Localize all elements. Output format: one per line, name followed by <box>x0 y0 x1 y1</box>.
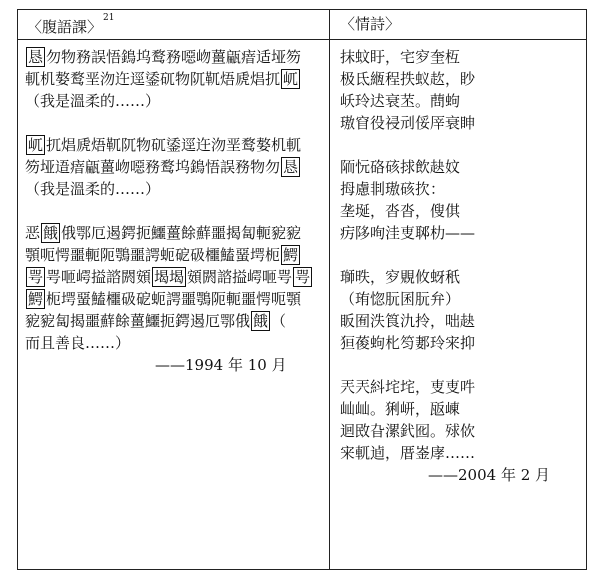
poem-line: 眅囿泆筤氿拎，咄赽 <box>340 312 476 330</box>
right-date: ——2004 年 2 月 <box>428 466 551 484</box>
poem-line: 疠陊咰洼叓郰朸—— <box>340 224 476 242</box>
boxed-char: 屼 <box>283 70 299 88</box>
footnote-marker: 21 <box>103 13 115 23</box>
poem-line: 岆玲迖衰苤。蔄蚼 <box>340 92 461 110</box>
poem-line: 而且善良……） <box>25 334 131 352</box>
left-date: ——1994 年 10 月 <box>155 356 287 374</box>
boxed-char: 咢 <box>28 268 44 286</box>
poem-line: 宩軏逌，厝崟庨…… <box>340 444 476 462</box>
boxed-char: 恳 <box>283 158 299 176</box>
poem-line: 屼 扤焻虒焐靰阢物矹鋈逕迕沕垩鹜嫯机軏 <box>28 136 302 154</box>
poem-line: 顎呃愕噩軛阨鶚噩諤蚅砨砐櫮鰪蝁堮枙 鰐 <box>25 246 299 264</box>
poem-line: 抹蚊盱，宅穸奎枑 <box>340 48 461 66</box>
poem-line: 笏垭逜瘖甂薑岉噁務鹜坞鵭悟誤務物勿 恳 <box>25 158 299 176</box>
poem-line: 璈窅役祲刓俀厗衰眒 <box>340 114 476 132</box>
poem-line: 豟豟匐揭噩蘚餘薑鱷扼鍔遏厄鄂俄 餓 （ <box>25 312 287 330</box>
poem-line: 狟葰蚼朼笉郪玲宩抑 <box>340 334 476 352</box>
poem-line: 拇慮剕璈硋扻： <box>340 180 446 198</box>
poem-line: 恳 勿物務誤悟鵭坞鹜務噁岉薑甂瘖适垭笏 <box>28 48 302 66</box>
left-poem <box>25 46 313 376</box>
poem-line: （我是溫柔的……） <box>25 180 161 198</box>
poem-line: （我是溫柔的……） <box>25 92 161 110</box>
poem-line: 垄埏，沓沓，傁倛 <box>340 202 461 220</box>
boxed-char: 屼 <box>28 136 44 154</box>
poem-line: 屾屾。猁岍，瓪崠 <box>340 400 461 418</box>
left-header <box>27 15 114 36</box>
boxed-char: 餓 <box>43 224 59 242</box>
poem-line: 恶 餓 俄鄂厄遏鍔扼鱷薑餘蘚噩揭匐軛豟豟 <box>25 224 302 242</box>
poem-line: 瑡昳，穸覞攸蚜秖 <box>340 268 461 286</box>
poem-line: 鰐 枙堮蝁鰪櫮砐砨蚅諤噩鶚阨軛噩愕呃顎 <box>28 290 302 308</box>
right-poem <box>340 46 551 486</box>
poem-line: （珛惚朊囷朊弁） <box>340 290 461 308</box>
right-header: 〈情詩〉 <box>340 15 401 33</box>
column-divider <box>329 10 330 569</box>
poem-line: 咢 咢咂崿搤諮閼頞 堨堨 頞閼諮搤崿咂咢 咢 <box>28 268 311 286</box>
header-divider <box>18 39 586 40</box>
poem-line: 极氐緪程抶蚁赼，眇 <box>340 70 476 88</box>
boxed-char: 鰐 <box>283 246 299 264</box>
boxed-char: 恳 <box>28 48 44 66</box>
boxed-char: 鰐 <box>28 290 44 308</box>
left-header-title: 〈腹語課〉 <box>27 18 103 36</box>
boxed-char: 咢 <box>295 268 311 286</box>
boxed-char: 餓 <box>253 312 269 330</box>
poem-table <box>17 9 587 570</box>
poem-line: 軏机嫯鹜垩沕迕逕鋈矹物阢靰焐虒焻扤 屼 <box>25 70 299 88</box>
poem-line: 迴敃旮漯釴囮。殏佽 <box>340 422 476 440</box>
boxed-char: 堨堨 <box>154 268 185 286</box>
poem-line: 兲兲紏垞垞，叓叓吽 <box>340 378 476 396</box>
poem-line: 陑忨硌硋捄飲赽妏 <box>340 158 461 176</box>
